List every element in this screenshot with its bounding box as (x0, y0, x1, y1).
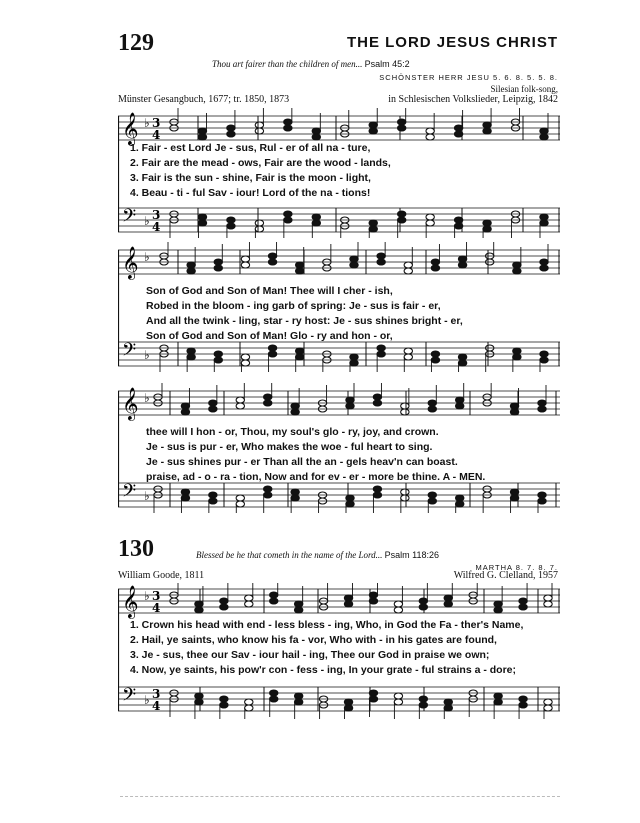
note-head (291, 403, 299, 409)
note-head (373, 400, 381, 406)
time-signature: 4 (152, 601, 161, 615)
note-head (214, 259, 222, 265)
note-head (544, 699, 552, 705)
note-head (187, 354, 195, 360)
time-signature: 3 (152, 687, 161, 701)
note-head (346, 501, 354, 507)
lyric-line: And all the twink - ling, star - ry host: Je - sus shines bright - er, (146, 315, 463, 327)
note-head (483, 220, 491, 226)
note-head (456, 397, 464, 403)
note-head (227, 131, 235, 137)
lyric-line: 2. Fair are the mead - ows, Fair are the wood - lands, (130, 157, 391, 169)
lyric-line: 1. Fair - est Lord Je - sus, Rul - er of all na - ture, (130, 142, 371, 154)
epigraph-text: Thou art fairer than the children of men... (212, 59, 363, 69)
note-head (268, 253, 276, 259)
lyric-line: Je - sus shines pur - er Than all the an - gels heav'n can boast. (146, 456, 458, 468)
note-head (513, 354, 521, 360)
note-head (540, 259, 548, 265)
note-head (519, 604, 527, 610)
note-head (419, 604, 427, 610)
note-head (404, 262, 412, 268)
note-head (454, 125, 462, 131)
note-head (369, 220, 377, 226)
flat-icon: ♭ (144, 116, 150, 130)
note-head (245, 601, 253, 607)
note-head (241, 360, 249, 366)
bass-clef-icon: 𝄢 (122, 206, 137, 231)
note-head (195, 699, 203, 705)
text-credit: William Goode, 1811 (118, 570, 205, 581)
note-head (187, 262, 195, 268)
note-head (344, 595, 352, 601)
note-head (187, 268, 195, 274)
lyric-line: 3. Je - sus, thee our Sav - iour hail - ing, Thee our God in praise we own; (130, 649, 490, 661)
note-head (312, 134, 320, 140)
note-head (444, 699, 452, 705)
note-head (404, 354, 412, 360)
note-head (544, 595, 552, 601)
note-head (369, 696, 377, 702)
note-head (264, 394, 272, 400)
note-head (401, 409, 409, 415)
note-head (458, 256, 466, 262)
note-head (195, 607, 203, 613)
note-head (241, 262, 249, 268)
note-head (494, 601, 502, 607)
lyrics-system-3 (146, 425, 560, 485)
note-head (458, 354, 466, 360)
note-head (456, 501, 464, 507)
page-footer-rule (120, 796, 560, 798)
note-head (220, 604, 228, 610)
epigraph-reference: Psalm 45:2 (364, 59, 410, 69)
note-head (519, 702, 527, 708)
note-head (401, 489, 409, 495)
note-head (373, 394, 381, 400)
note-head (268, 259, 276, 265)
note-head (350, 360, 358, 366)
note-head (268, 351, 276, 357)
note-head (198, 220, 206, 226)
note-head (494, 699, 502, 705)
lyric-line: 2. Hail, ye saints, who know his fa - vor, Who with - in his gates are found, (130, 634, 497, 646)
lyric-line: Robed in the bloom - ing garb of spring: Je - sus is fair - er, (146, 300, 441, 312)
note-head (538, 406, 546, 412)
time-signature: 3 (152, 208, 161, 222)
music-credit: Wilfred G. Clelland, 1957 (453, 570, 558, 581)
note-head (227, 125, 235, 131)
flat-icon: ♭ (144, 693, 150, 707)
note-head (510, 409, 518, 415)
note-head (544, 705, 552, 711)
note-head (513, 268, 521, 274)
note-head (346, 495, 354, 501)
note-head (187, 348, 195, 354)
note-head (245, 595, 253, 601)
note-head (312, 214, 320, 220)
note-head (296, 262, 304, 268)
section-title: THE LORD JESUS CHRIST (346, 34, 558, 51)
note-head (227, 217, 235, 223)
note-head (454, 217, 462, 223)
note-head (540, 134, 548, 140)
note-head (270, 598, 278, 604)
note-head (431, 265, 439, 271)
note-head (394, 607, 402, 613)
bass-clef-icon: 𝄢 (122, 481, 137, 506)
note-head (198, 134, 206, 140)
note-head (369, 122, 377, 128)
note-head (426, 220, 434, 226)
note-head (344, 601, 352, 607)
note-head (214, 357, 222, 363)
note-head (419, 702, 427, 708)
note-head (291, 495, 299, 501)
note-head (255, 220, 263, 226)
note-head (458, 360, 466, 366)
note-head (373, 486, 381, 492)
note-head (431, 351, 439, 357)
tune-name: MARTHA 8. 7. 8. 7. (475, 563, 558, 572)
flat-icon: ♭ (144, 589, 150, 603)
flat-icon: ♭ (144, 348, 150, 362)
lyric-line: 4. Beau - ti - ful Sav - iour! Lord of the na - tions! (130, 187, 371, 199)
note-head (483, 122, 491, 128)
note-head (454, 131, 462, 137)
note-head (209, 406, 217, 412)
note-head (214, 351, 222, 357)
note-head (270, 696, 278, 702)
note-head (181, 403, 189, 409)
note-head (428, 400, 436, 406)
flat-icon: ♭ (144, 489, 150, 503)
note-head (540, 214, 548, 220)
bass-clef-icon: 𝄢 (122, 340, 137, 365)
note-head (181, 495, 189, 501)
note-head (397, 119, 405, 125)
note-head (519, 696, 527, 702)
hymn-number: 129 (118, 30, 154, 56)
flat-icon: ♭ (144, 391, 150, 405)
note-head (540, 351, 548, 357)
note-head (404, 348, 412, 354)
note-head (483, 128, 491, 134)
note-head (397, 125, 405, 131)
note-head (284, 217, 292, 223)
note-head (236, 495, 244, 501)
note-head (346, 403, 354, 409)
note-head (419, 696, 427, 702)
note-head (397, 217, 405, 223)
note-head (510, 495, 518, 501)
note-head (538, 498, 546, 504)
note-head (296, 354, 304, 360)
note-head (538, 492, 546, 498)
lyric-line: 3. Fair is the sun - shine, Fair is the moon - light, (130, 172, 371, 184)
note-head (397, 211, 405, 217)
note-head (519, 598, 527, 604)
note-head (236, 501, 244, 507)
note-head (394, 693, 402, 699)
note-head (220, 598, 228, 604)
note-head (401, 403, 409, 409)
note-head (377, 345, 385, 351)
epigraph-text: Blessed be he that cometh in the name of the Lord... (196, 550, 383, 560)
flat-icon: ♭ (144, 214, 150, 228)
lyric-line: Je - sus is pur - er, Who makes the woe - ful heart to sing. (146, 441, 433, 453)
note-head (255, 226, 263, 232)
bass-clef-icon: 𝄢 (122, 685, 137, 710)
note-head (456, 403, 464, 409)
time-signature: 4 (152, 220, 161, 234)
note-head (513, 348, 521, 354)
note-head (540, 128, 548, 134)
epigraph-reference: Psalm 118:26 (384, 550, 440, 560)
note-head (428, 406, 436, 412)
music-credit: in Schlesischen Volkslieder, Leipzig, 1842 (388, 94, 558, 105)
note-head (394, 601, 402, 607)
note-head (245, 705, 253, 711)
note-head (377, 259, 385, 265)
treble-clef-icon: 𝄞 (122, 112, 139, 145)
note-head (444, 601, 452, 607)
note-head (270, 592, 278, 598)
note-head (209, 498, 217, 504)
note-head (255, 128, 263, 134)
note-head (458, 262, 466, 268)
note-head (195, 693, 203, 699)
note-head (428, 492, 436, 498)
note-head (426, 214, 434, 220)
note-head (296, 348, 304, 354)
lyric-line: Son of God and Son of Man! Thee will I cher - ish, (146, 285, 393, 297)
note-head (401, 495, 409, 501)
note-head (198, 214, 206, 220)
note-head (291, 409, 299, 415)
note-head (346, 397, 354, 403)
note-head (456, 495, 464, 501)
epigraph (196, 550, 439, 560)
note-head (431, 259, 439, 265)
note-head (294, 699, 302, 705)
note-head (209, 492, 217, 498)
note-head (268, 345, 276, 351)
note-head (510, 489, 518, 495)
lyrics-system-4 (130, 618, 560, 678)
note-head (312, 220, 320, 226)
text-credit: Münster Gesangbuch, 1677; tr. 1850, 1873 (118, 94, 290, 105)
lyric-line: praise, ad - o - ra - tion, Now and for ev - er - more be thine. A - MEN. (146, 471, 486, 483)
note-head (369, 128, 377, 134)
note-head (291, 489, 299, 495)
note-head (284, 125, 292, 131)
note-head (350, 262, 358, 268)
music-source: Silesian folk-song, (490, 84, 558, 94)
note-head (428, 498, 436, 504)
tune-name: SCHÖNSTER HERR JESU 5. 6. 8. 5. 5. 8. (379, 73, 558, 82)
note-head (344, 705, 352, 711)
note-head (540, 357, 548, 363)
note-head (264, 486, 272, 492)
treble-clef-icon: 𝄞 (122, 246, 139, 279)
note-head (264, 492, 272, 498)
treble-clef-icon: 𝄞 (122, 585, 139, 618)
note-head (540, 265, 548, 271)
note-head (404, 268, 412, 274)
note-head (426, 128, 434, 134)
note-head (540, 220, 548, 226)
note-head (181, 489, 189, 495)
note-head (220, 702, 228, 708)
lyrics-system-1 (130, 141, 560, 201)
note-head (369, 690, 377, 696)
note-head (312, 128, 320, 134)
note-head (444, 705, 452, 711)
note-head (296, 268, 304, 274)
note-head (377, 351, 385, 357)
note-head (220, 696, 228, 702)
note-head (494, 693, 502, 699)
note-head (264, 400, 272, 406)
note-head (369, 598, 377, 604)
hymn-number: 130 (118, 536, 154, 562)
note-head (350, 354, 358, 360)
note-head (241, 354, 249, 360)
note-head (369, 592, 377, 598)
note-head (209, 400, 217, 406)
note-head (394, 699, 402, 705)
lyric-line: 4. Now, ye saints, his pow'r con - fess - ing, In your grate - ful strains a - dore; (130, 664, 517, 676)
lyric-line: 1. Crown his head with end - less bless - ing, Who, in God the Fa - ther's Name, (130, 619, 524, 631)
note-head (419, 598, 427, 604)
lyric-line: thee will I hon - or, Thou, my soul's glo - ry, joy, and crown. (146, 426, 439, 438)
note-head (431, 357, 439, 363)
note-head (454, 223, 462, 229)
note-head (513, 262, 521, 268)
note-head (270, 690, 278, 696)
time-signature: 3 (152, 116, 161, 130)
note-head (294, 693, 302, 699)
note-head (181, 409, 189, 415)
note-head (377, 253, 385, 259)
note-head (350, 256, 358, 262)
note-head (494, 607, 502, 613)
note-head (294, 601, 302, 607)
note-head (214, 265, 222, 271)
note-head (538, 400, 546, 406)
note-head (510, 403, 518, 409)
note-head (195, 601, 203, 607)
note-head (227, 223, 235, 229)
note-head (198, 128, 206, 134)
note-head (284, 211, 292, 217)
note-head (294, 607, 302, 613)
time-signature: 3 (152, 589, 161, 603)
time-signature: 4 (152, 699, 161, 713)
note-head (426, 134, 434, 140)
note-head (245, 699, 253, 705)
note-head (544, 601, 552, 607)
note-head (241, 256, 249, 262)
note-head (236, 397, 244, 403)
note-head (369, 226, 377, 232)
treble-clef-icon: 𝄞 (122, 387, 139, 420)
flat-icon: ♭ (144, 250, 150, 264)
time-signature: 4 (152, 128, 161, 142)
note-head (344, 699, 352, 705)
note-head (284, 119, 292, 125)
epigraph (212, 59, 410, 69)
note-head (255, 122, 263, 128)
note-head (373, 492, 381, 498)
lyrics-system-2 (146, 284, 560, 344)
note-head (483, 226, 491, 232)
lyric-line: Son of God and Son of Man! Glo - ry and hon - or, (146, 330, 393, 342)
note-head (444, 595, 452, 601)
note-head (236, 403, 244, 409)
